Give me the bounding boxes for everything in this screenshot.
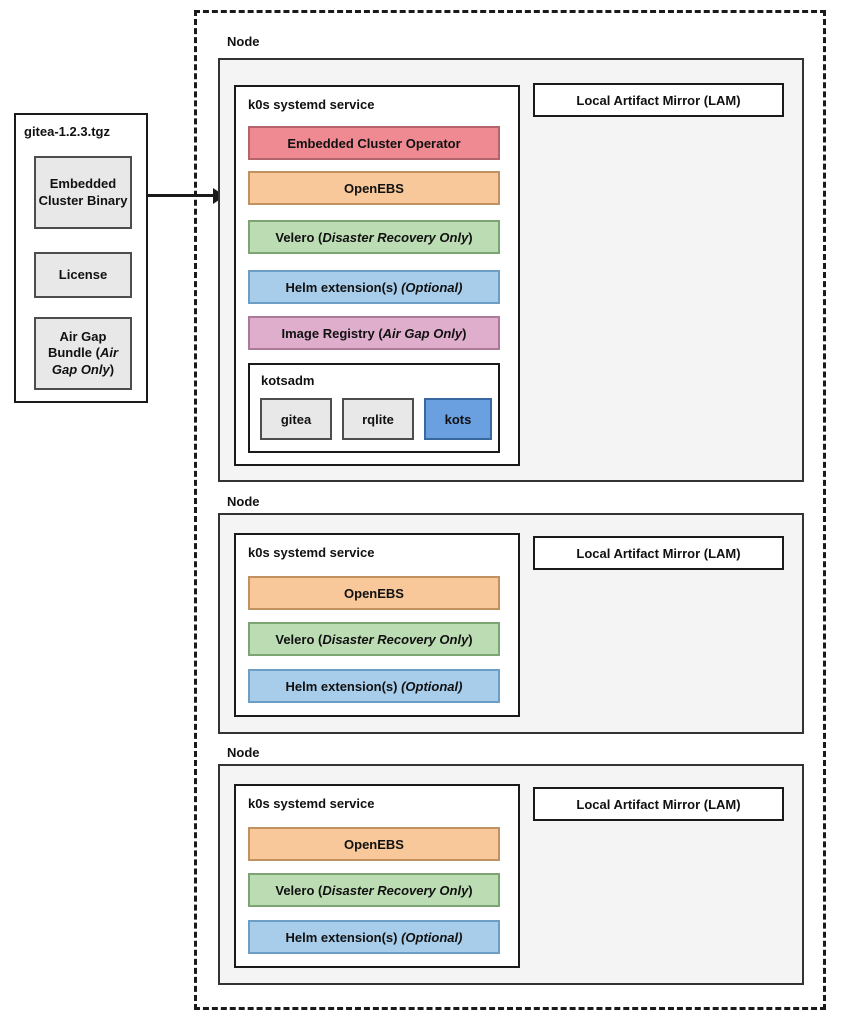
component-helm-extensions-1: [248, 270, 500, 304]
k0s-service-title-1: k0s systemd service: [248, 97, 375, 112]
component-label: Image Registry (Air Gap Only): [281, 325, 467, 341]
local-artifact-mirror-1: [533, 83, 784, 117]
component-label: Helm extension(s) (Optional): [285, 279, 463, 295]
kotsadm-chip-kots: [424, 398, 492, 440]
bundle-item-air-gap-bundle: [34, 317, 132, 390]
bundle-item-license: [34, 252, 132, 298]
component-label: Embedded Cluster Operator: [287, 135, 461, 151]
local-artifact-mirror-2: [533, 536, 784, 570]
kotsadm-chip-label: gitea: [280, 411, 312, 427]
kotsadm-chip-gitea: [260, 398, 332, 440]
k0s-service-title-2: k0s systemd service: [248, 545, 375, 560]
bundle-item-embedded-cluster-binary: [34, 156, 132, 229]
component-label: Velero (Disaster Recovery Only): [275, 229, 473, 245]
component-label: OpenEBS: [344, 180, 404, 196]
kotsadm-chip-label: kots: [444, 411, 472, 427]
component-openebs-1: [248, 171, 500, 205]
local-artifact-mirror-label: Local Artifact Mirror (LAM): [576, 92, 741, 108]
bundle-item-label: Embedded Cluster Binary: [38, 176, 128, 208]
bundle-box: [14, 113, 148, 403]
local-artifact-mirror-3: [533, 787, 784, 821]
local-artifact-mirror-label: Local Artifact Mirror (LAM): [576, 796, 741, 812]
component-label: Helm extension(s) (Optional): [285, 678, 463, 694]
component-image-registry-1: [248, 316, 500, 350]
node-label-3: Node: [227, 745, 260, 760]
component-label: Velero (Disaster Recovery Only): [275, 631, 473, 647]
component-helm-extensions-3: [248, 920, 500, 954]
component-label: OpenEBS: [344, 585, 404, 601]
kotsadm-box-1: [248, 363, 500, 453]
component-label: Helm extension(s) (Optional): [285, 929, 463, 945]
bundle-title: gitea-1.2.3.tgz: [24, 124, 110, 139]
component-embedded-cluster-operator-1: [248, 126, 500, 160]
component-label: OpenEBS: [344, 836, 404, 852]
bundle-item-label: License: [58, 266, 108, 282]
bundle-item-label: Air Gap Bundle (Air Gap Only): [47, 329, 119, 377]
node-label-2: Node: [227, 494, 260, 509]
kotsadm-title: kotsadm: [261, 373, 315, 388]
component-velero-3: [248, 873, 500, 907]
component-openebs-3: [248, 827, 500, 861]
local-artifact-mirror-label: Local Artifact Mirror (LAM): [576, 545, 741, 561]
component-helm-extensions-2: [248, 669, 500, 703]
k0s-service-title-3: k0s systemd service: [248, 796, 375, 811]
kotsadm-chip-rqlite: [342, 398, 414, 440]
component-openebs-2: [248, 576, 500, 610]
component-velero-2: [248, 622, 500, 656]
kotsadm-chip-label: rqlite: [362, 411, 394, 427]
node-label-1: Node: [227, 34, 260, 49]
component-velero-1: [248, 220, 500, 254]
component-label: Velero (Disaster Recovery Only): [275, 882, 473, 898]
